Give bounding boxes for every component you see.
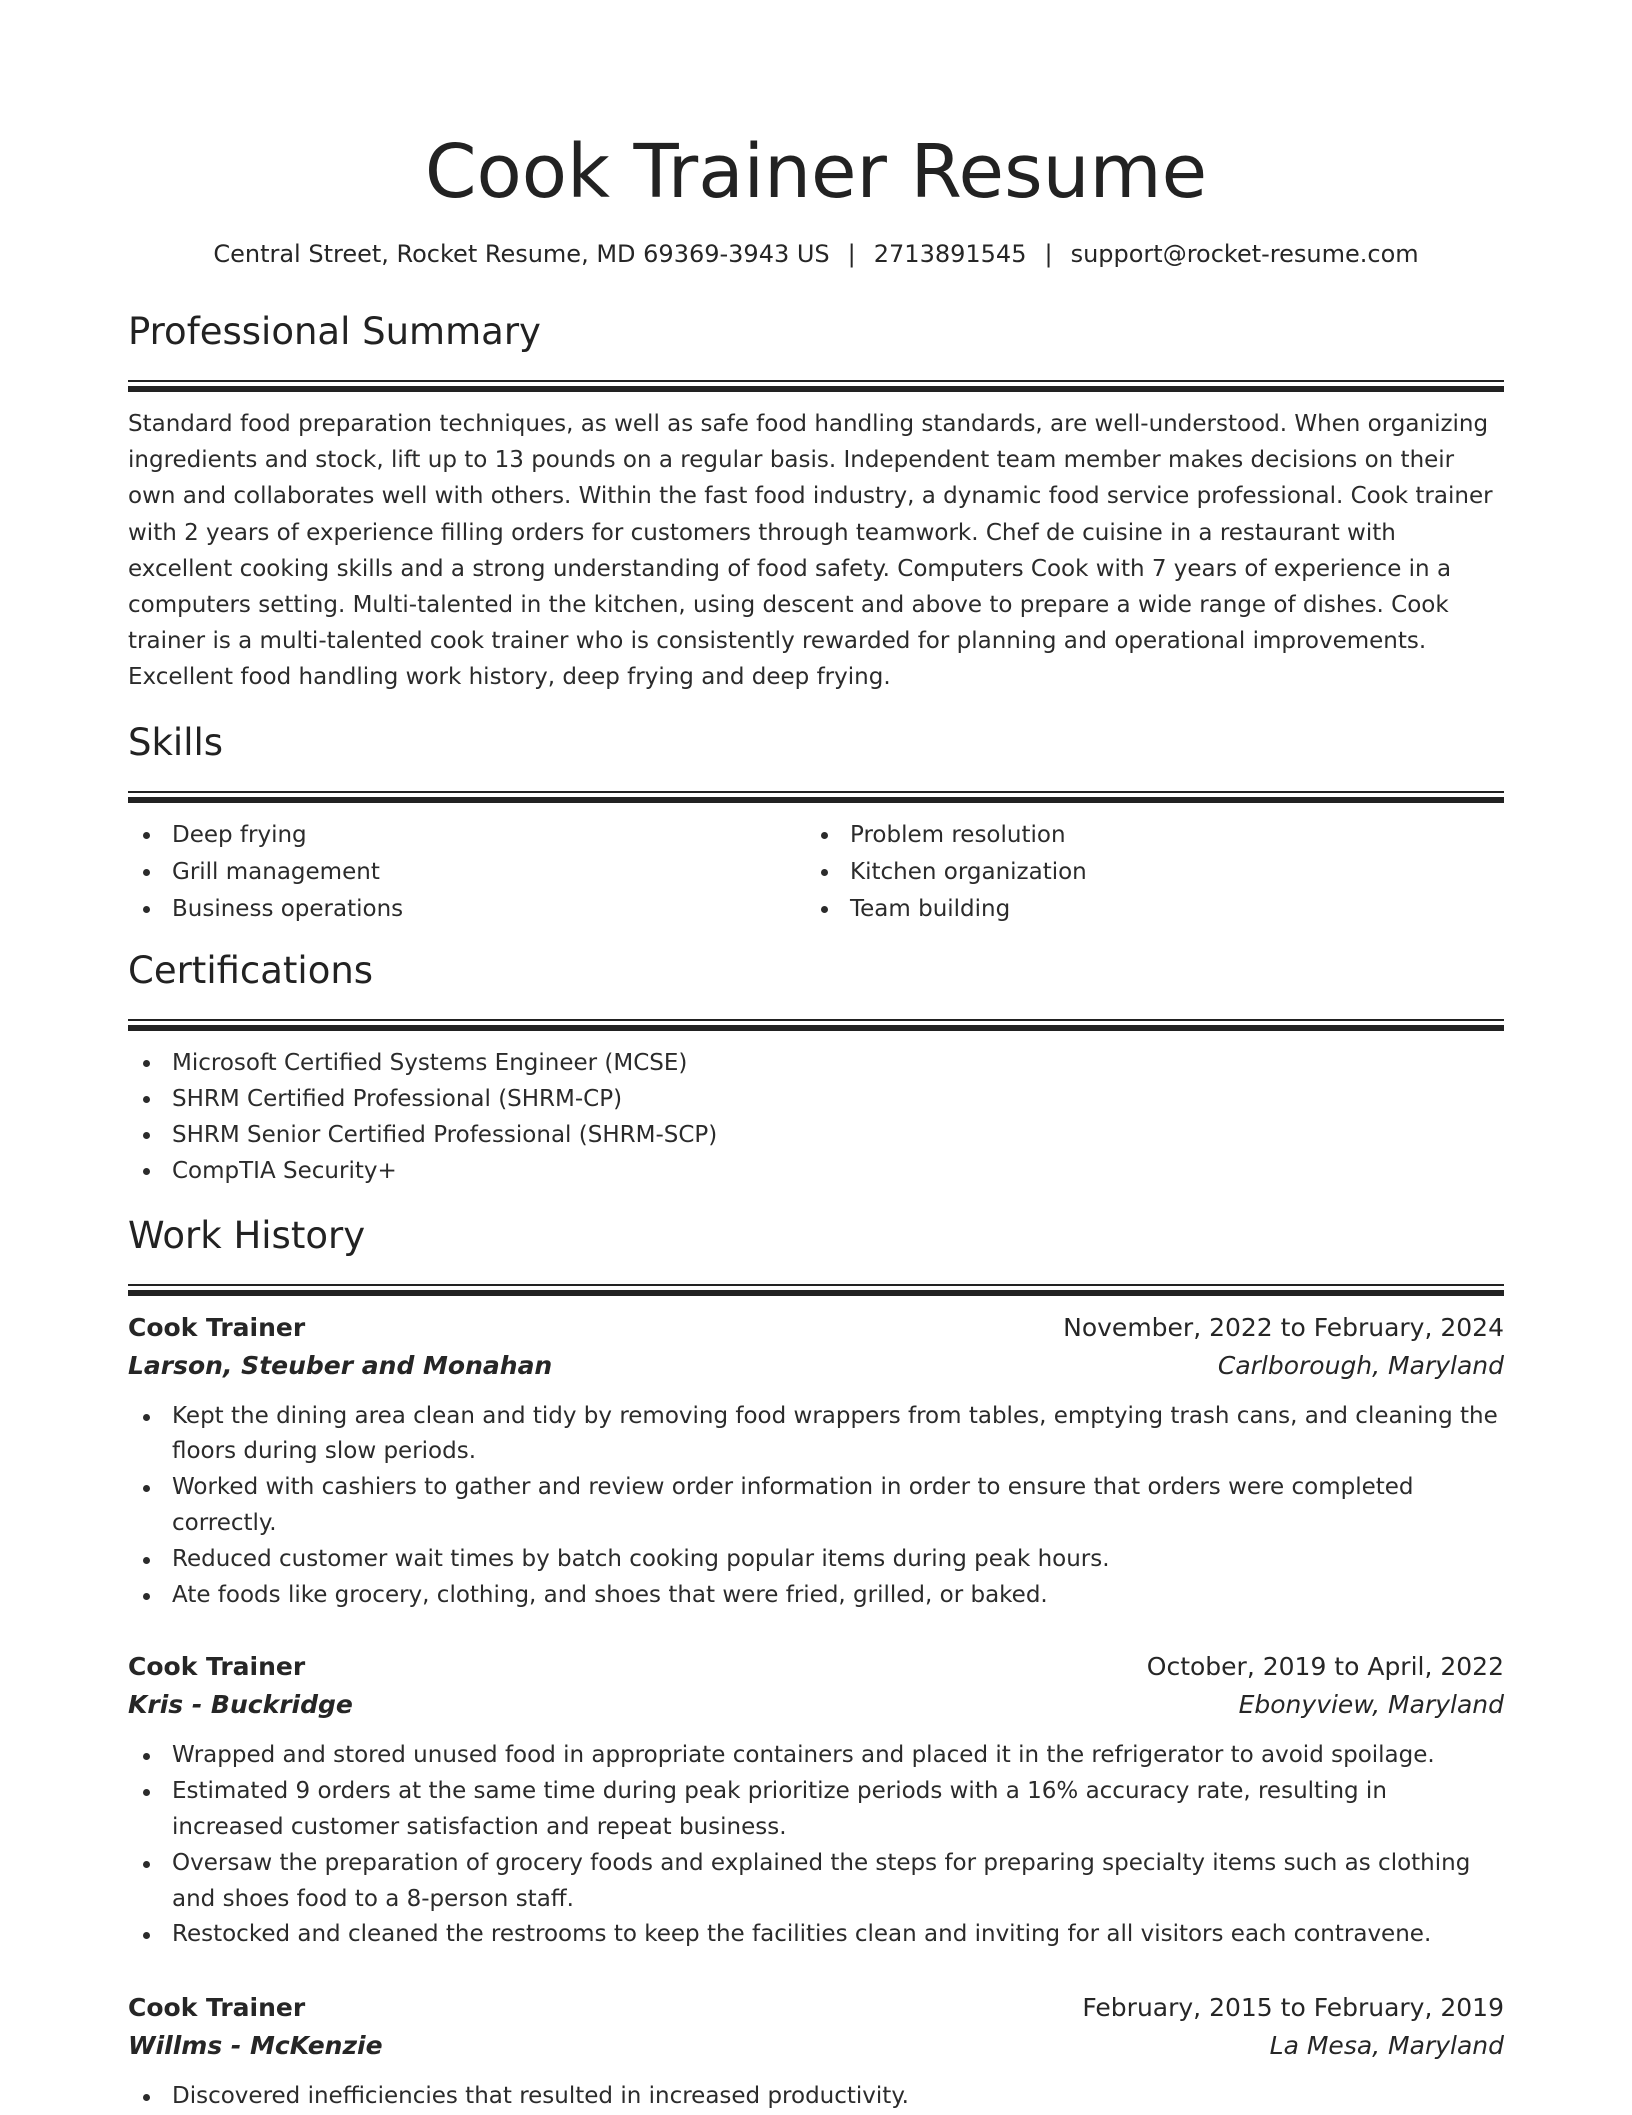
job-dates: October, 2019 to April, 2022 (1146, 1652, 1504, 1682)
contact-separator: | (1044, 240, 1053, 268)
skill-item: Team building (806, 891, 1484, 928)
job-entry (128, 1989, 1504, 2115)
job-bullet: Worked with cashiers to gather and review order information in order to ensure that orders were completed correctly. (128, 1470, 1504, 1542)
summary-line: Excellent food handling work history, deep frying and deep frying. (128, 664, 891, 691)
resume-title: Cook Trainer Resume (424, 129, 1208, 215)
job-company: Willms - McKenzie (128, 2031, 383, 2061)
job-bullets (128, 1738, 1504, 1953)
summary-text (128, 406, 1504, 696)
job-bullet: Kept the dining area clean and tidy by removing food wrappers from tables, emptying trash cans, and cleaning the floors during slow periods. (128, 1399, 1504, 1471)
contact-phone: 2713891545 (873, 240, 1027, 268)
section-heading-summary: Professional Summary (128, 310, 541, 353)
skills-list-right (806, 817, 1484, 928)
job-bullet: Oversaw the preparation of grocery foods and explained the steps for preparing specialty items such as clothing and shoes food to a 8-person staff. (128, 1846, 1504, 1918)
section-rule-thick (128, 1290, 1504, 1296)
job-location: Ebonyview, Maryland (1238, 1690, 1504, 1720)
job-bullet: Wrapped and stored unused food in appropriate containers and placed it in the refrigerator to avoid spoilage. (128, 1738, 1504, 1774)
contact-line (128, 234, 1504, 274)
summary-line: Standard food preparation techniques, as well as safe food handling standards, are well-understood. When organizing (128, 411, 1489, 437)
job-title: Cook Trainer (128, 1652, 306, 1682)
job-company: Larson, Steuber and Monahan (128, 1350, 553, 1380)
summary-line: with 2 years of experience filling orders for customers through teamwork. Chef de cuisine in a restaurant with (128, 519, 1396, 546)
resume-page (128, 0, 1504, 2115)
summary-section (128, 307, 1504, 696)
section-rule (128, 380, 1504, 382)
skills-list-left (128, 817, 806, 928)
section-rule-thick (128, 1025, 1504, 1031)
job-dates: February, 2015 to February, 2019 (1082, 1993, 1504, 2023)
skills-columns (128, 817, 1504, 928)
job-header (128, 1648, 1504, 1686)
job-entry (128, 1648, 1504, 1953)
job-entry (128, 1309, 1504, 1614)
summary-line: ingredients and stock, lift up to 13 pounds on a regular basis. Independent team member makes decisions on their (128, 447, 1455, 474)
contact-email[interactable]: support@rocket-resume.com (1070, 240, 1419, 268)
section-rule-thick (128, 386, 1504, 392)
job-subheader (128, 1347, 1504, 1385)
job-header (128, 1309, 1504, 1347)
certification-item: CompTIA Security+ (128, 1153, 1504, 1189)
summary-line: trainer is a multi-talented cook trainer who is consistently rewarded for planning and operational improvements. (128, 628, 1427, 655)
work-history-section (128, 1211, 1504, 2115)
job-bullet: Restocked and cleaned the restrooms to keep the facilities clean and inviting for all visitors each contravene. (128, 1917, 1504, 1953)
summary-line: computers setting. Multi-talented in the kitchen, using descent and above to prepare a wide range of dishes. Cook (128, 592, 1449, 619)
certification-item: Microsoft Certified Systems Engineer (MCSE) (128, 1045, 1504, 1081)
skill-item: Business operations (128, 891, 806, 928)
certifications-list (128, 1045, 1504, 1189)
job-bullet: Reduced customer wait times by batch cooking popular items during peak hours. (128, 1542, 1504, 1578)
section-rule-thick (128, 797, 1504, 803)
job-bullet: Estimated 9 orders at the same time during peak prioritize periods with a 16% accuracy rate, resulting in increased customer satisfaction and repeat business. (128, 1774, 1504, 1846)
section-rule (128, 1284, 1504, 1286)
contact-separator: | (847, 240, 856, 268)
skill-item: Deep frying (128, 817, 806, 854)
job-header (128, 1989, 1504, 2027)
certification-item: SHRM Senior Certified Professional (SHRM-SCP) (128, 1117, 1504, 1153)
job-location: La Mesa, Maryland (1269, 2031, 1504, 2061)
skill-item: Problem resolution (806, 817, 1484, 854)
section-heading-skills: Skills (128, 720, 224, 764)
job-bullets (128, 1399, 1504, 1614)
section-heading-work-history: Work History (128, 1213, 366, 1257)
job-subheader (128, 1686, 1504, 1724)
job-location: Carlborough, Maryland (1217, 1350, 1504, 1380)
job-bullet: Discovered inefficiencies that resulted in increased productivity. (128, 2079, 1504, 2115)
section-rule (128, 791, 1504, 793)
skill-item: Grill management (128, 854, 806, 891)
job-bullet: Ate foods like grocery, clothing, and shoes that were fried, grilled, or baked. (128, 1578, 1504, 1614)
summary-line: own and collaborates well with others. Within the fast food industry, a dynamic food service professional. Cook trainer (128, 483, 1493, 510)
certification-item: SHRM Certified Professional (SHRM-CP) (128, 1081, 1504, 1117)
job-title: Cook Trainer (128, 1993, 306, 2023)
job-bullets (128, 2079, 1504, 2115)
summary-line: excellent cooking skills and a strong understanding of food safety. Computers Cook with 7 years of experience in a (128, 555, 1452, 582)
certifications-section (128, 946, 1504, 1189)
contact-address: Central Street, Rocket Resume, MD 69369-3943 US (213, 240, 830, 268)
job-dates: November, 2022 to February, 2024 (1063, 1312, 1504, 1342)
job-title: Cook Trainer (128, 1312, 306, 1342)
section-rule (128, 1019, 1504, 1021)
section-heading-certifications: Certifications (128, 948, 374, 992)
job-subheader (128, 2027, 1504, 2065)
skill-item: Kitchen organization (806, 854, 1484, 891)
job-company: Kris - Buckridge (128, 1690, 353, 1720)
skills-section (128, 718, 1504, 928)
